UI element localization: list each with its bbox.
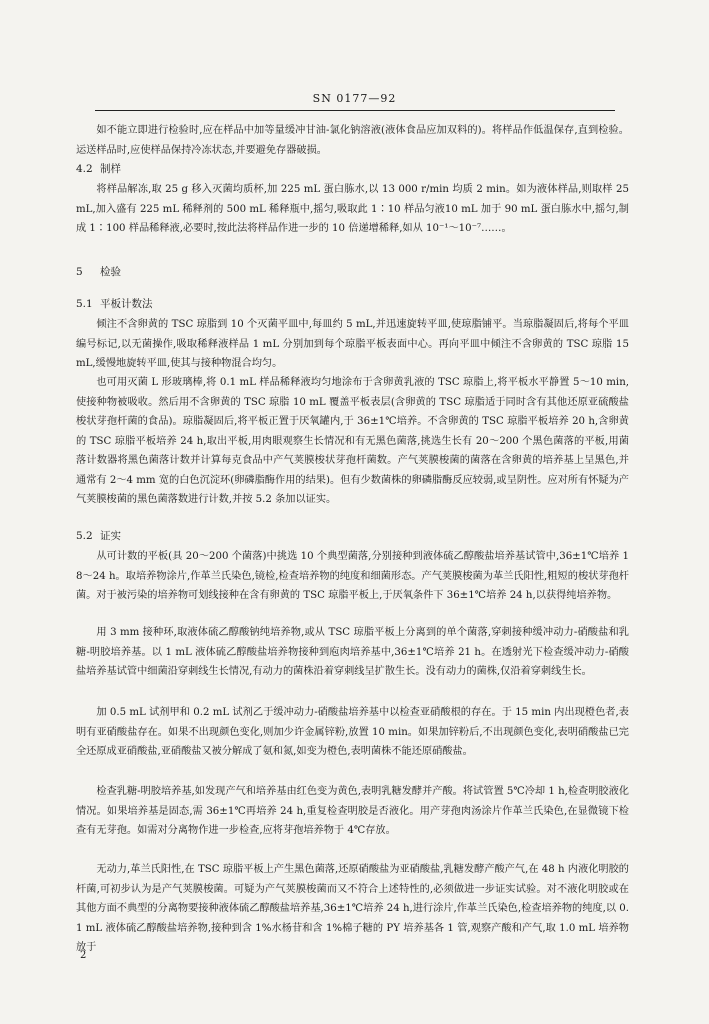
paragraph-confirm-select: 从可计数的平板(具 20～200 个菌落)中挑选 10 个典型菌落,分别接种到液体硫乙醇酸盐培养基试管中,36±1℃培养 18～24 h。取培养物涂片,作革兰氏染色,镜检,检查培养物的纯度和细菌形态。产气荚膜梭菌为革兰氏阳性,粗短的梭状芽孢杆菌。对于被污染的培养物可划线接种在含有卵黄的 TSC 琼脂平板上,于厌氧条件下 36±1℃培养 24 h,以获得纯培养物。 xyxy=(76,551,629,601)
heading-text: 证实 xyxy=(100,530,121,542)
paragraph-lactose-gelatin: 检查乳糖-明胶培养基,如发现产气和培养基由红色变为黄色,表明乳糖发酵并产酸。将试管置 5℃冷却 1 h,检查明胶液化情况。如果培养基是固态,需 36±1℃再培养 24 h,重复检查明胶是否液化。用产芽孢肉汤涂片作革兰氏染色,在显微镜下检查有无芽孢。如需对分离物作进一步检查,应将芽孢培养物于 4℃存放。 xyxy=(76,786,629,836)
heading-5-1 xyxy=(76,295,153,314)
paragraph-nitrate-test: 加 0.5 mL 试剂甲和 0.2 mL 试剂乙于缓冲动力-硝酸盐培养基中以检查亚硝酸根的存在。于 15 min 内出现橙色者,表明有亚硝酸盐存在。如果不出现颜色变化,则加少许金属锌粉,放置 10 min。如果加锌粉后,不出现颜色变化,表明硝酸盐已完全还原成亚硝酸盐,亚硝酸盐又被分解成了氨和氮,如变为橙色,表明菌株不能还原硝酸盐。 xyxy=(76,707,629,757)
heading-number: 4.2 xyxy=(76,163,93,175)
paragraph-sample-prep: 将样品解冻,取 25 g 移入灭菌均质杯,加 225 mL 蛋白胨水,以 13 000 r/min 均质 2 min。如为液体样品,则取样 25 mL,加入盛有 225 mL 稀释剂的 500 mL 稀释瓶中,摇匀,吸取此 1∶10 样品匀液10 mL 加于 90 mL 蛋白胨水中,摇匀,制成 1∶100 样品稀释液,必要时,按此法将样品作进一步的 10 倍递增稀释,如从 10⁻¹～10⁻⁷……。 xyxy=(76,184,629,234)
heading-number: 5 xyxy=(76,266,83,278)
heading-5 xyxy=(76,263,121,282)
page-header: SN 0177—92 xyxy=(312,92,397,105)
heading-text: 制样 xyxy=(100,163,121,175)
heading-5-2 xyxy=(76,527,121,546)
paragraph-spread-plate: 也可用灭菌 L 形玻璃棒,将 0.1 mL 样品稀释液均匀地涂布于含卵黄乳液的 TSC 琼脂上,将平板水平静置 5～10 min,使接种物被吸收。然后用不含卵黄的 TSC 琼脂 10 mL 覆盖平板表层(含卵黄的 TSC 琼脂适于同时含有其他还原亚硫酸盐梭状芽孢杆菌的食品)。琼脂凝固后,将平板正置于厌氧罐内,于 36±1℃培养。不含卵黄的 TSC 琼脂平板培养 20 h,含卵黄的 TSC 琼脂平板培养 24 h,取出平板,用肉眼观察生长情况和有无黑色菌落,挑选生长有 20～200 个黑色菌落的平板,用菌落计数器将黑色菌落计数并计算每克食品中产气荚膜梭状芽孢杆菌数。产气荚膜梭菌的菌落在含卵黄的培养基上呈黑色,并通常有 2～4 mm 宽的白色沉淀环(卵磷脂酶作用的结果)。但有少数菌株的卵磷脂酶反应较弱,或呈阴性。应对所有怀疑为产气荚膜梭菌的黑色菌落数进行计数,并按 5.2 条加以证实。 xyxy=(76,377,629,505)
heading-number: 5.1 xyxy=(76,298,93,310)
heading-4-2 xyxy=(76,160,121,179)
heading-text: 检验 xyxy=(100,266,121,278)
paragraph-identification: 无动力,革兰氏阳性,在 TSC 琼脂平板上产生黑色菌落,还原硝酸盐为亚硝酸盐,乳糖发酵产酸产气,在 48 h 内液化明胶的杆菌,可初步认为是产气荚膜梭菌。可疑为产气荚膜梭菌而又不符合上述特性的,必须做进一步证实试验。对不液化明胶或在其他方面不典型的分离物要接种液体硫乙醇酸盐培养基,36±1℃培养 24 h,进行涂片,作革兰氏染色,检查培养物的纯度,以 0.1 mL 液体硫乙醇酸盐培养物,接种到含 1%水杨苷和含 1%棉子糖的 PY 培养基各 1 管,观察产酸和产气,取 1.0 mL 培养物放于 xyxy=(76,864,629,953)
paragraph-motility-inoculate: 用 3 mm 接种环,取液体硫乙醇酸钠纯培养物,或从 TSC 琼脂平板上分离到的单个菌落,穿刺接种缓冲动力-硝酸盐和乳糖-明胶培养基。以 1 mL 液体硫乙醇酸盐培养物接种到庖肉培养基中,36±1℃培养 21 h。在透射光下检查缓冲动力-硝酸盐培养基试管中细菌沿穿刺线生长情况,有动力的菌株沿着穿刺线呈扩散生长。没有动力的菌株,仅沿着穿刺线生长。 xyxy=(76,627,629,677)
heading-text: 平板计数法 xyxy=(100,298,153,310)
page-number: 2 xyxy=(80,950,87,961)
heading-number: 5.2 xyxy=(76,530,93,542)
paragraph-storage: 如不能立即进行检验时,应在样品中加等量缓冲甘油-氯化钠溶液(液体食品应加双料的)。将样品作低温保存,直到检验。运送样品时,应使样品保持冷冻状态,并要避免存器破损。 xyxy=(76,125,629,156)
header-rule xyxy=(95,110,615,111)
paragraph-pour-plate: 倾注不含卵黄的 TSC 琼脂到 10 个灭菌平皿中,每皿约 5 mL,并迅速旋转平皿,使琼脂铺平。当琼脂凝固后,将每个平皿编号标记,以无菌操作,吸取稀释液样品 1 mL 分别加到每个琼脂平板表面中心。再向平皿中倾注不含卵黄的 TSC 琼脂 15 mL,缓慢地旋转平皿,使其与接种物混合均匀。 xyxy=(76,319,629,369)
